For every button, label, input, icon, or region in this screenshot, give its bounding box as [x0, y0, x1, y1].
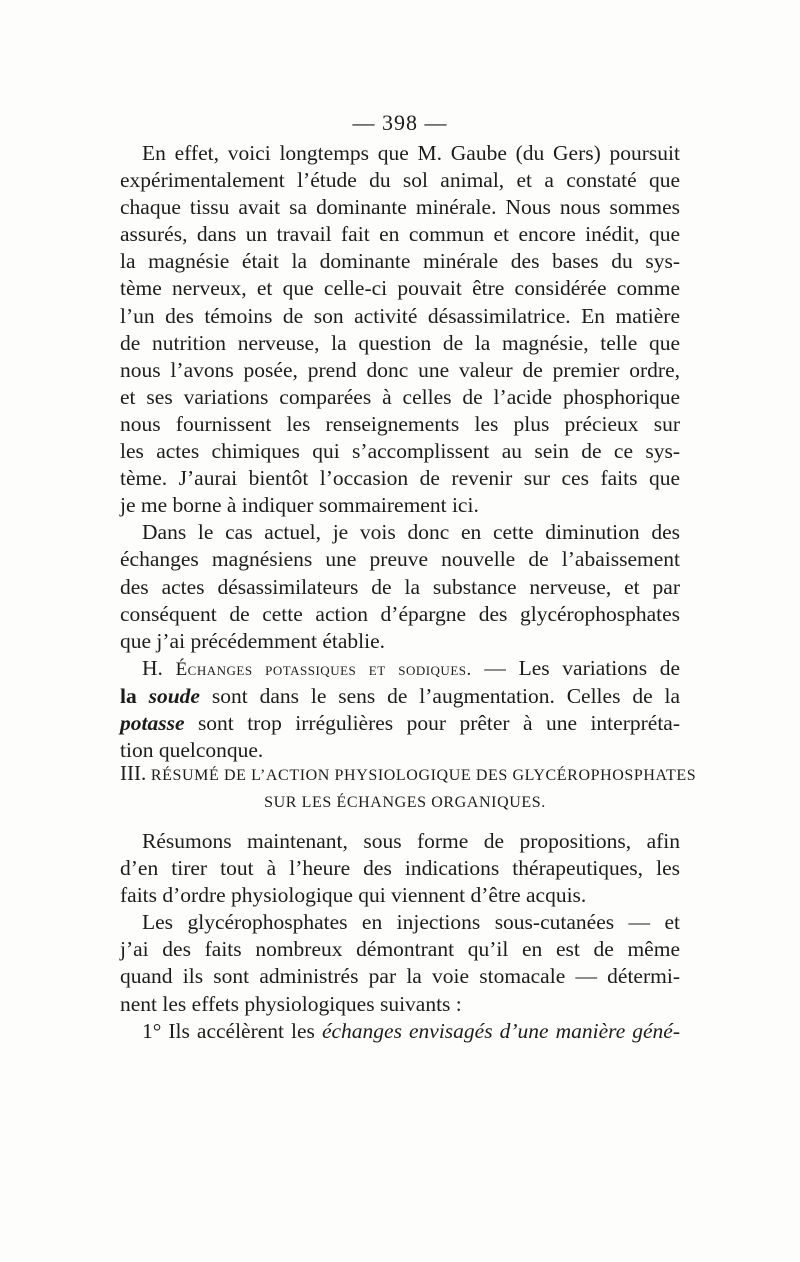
- italic-text: échanges envisagés d’une manière géné-: [321, 1018, 681, 1043]
- text-line: nous l’avons posée, prend donc une valeur de premier ordre,: [120, 357, 680, 382]
- text-line: échanges magnésiens une preuve nouvelle de l’abaissement: [120, 547, 680, 572]
- section-h-label: H.: [142, 655, 163, 680]
- paragraph-3: [120, 828, 680, 909]
- text-line: nous fournissent les renseignements les plus précieux sur: [120, 411, 680, 436]
- text-line: chaque tissu avait sa dominante minérale. Nous nous sommes: [120, 195, 680, 220]
- text-line: j’ai des faits nombreux démontrant qu’il en est de même: [120, 937, 680, 962]
- text-line: nent les effets physiologiques suivants :: [120, 991, 462, 1016]
- potasse-term: potasse: [120, 710, 185, 735]
- text-line: l’un des témoins de son activité désassimilatrice. En matière: [120, 303, 680, 328]
- text-line: [120, 1018, 680, 1045]
- text-line: d’en tirer tout à l’heure des indications thérapeutiques, les: [120, 856, 680, 881]
- text-line: tème. J’aurai bientôt l’occasion de revenir sur ces faits que: [120, 466, 680, 491]
- text-span: sont trop irrégulières pour prêter à une interpréta-: [197, 710, 680, 735]
- body-text-top: [120, 140, 680, 764]
- text-line: Résumons maintenant, sous forme de propositions, afin: [142, 829, 680, 853]
- paragraph-2: [120, 519, 680, 654]
- text-line: tion quelconque.: [120, 738, 264, 763]
- text-line: Dans le cas actuel, je vois donc en cette diminution des: [142, 520, 680, 545]
- text-line: de nutrition nerveuse, la question de la magnésie, telle que: [120, 330, 680, 355]
- text-line: [120, 655, 680, 683]
- text-line: faits d’ordre physiologique qui viennent d’être acquis.: [120, 883, 587, 908]
- text-line: quand ils sont administrés par la voie stomacale — détermi-: [120, 964, 680, 989]
- section-h-line1-rest: — Les variations de: [484, 655, 681, 680]
- heading-line: SUR LES ÉCHANGES ORGANIQUES.: [264, 794, 546, 811]
- body-text-bottom: [120, 828, 680, 1045]
- text-line: Les glycérophosphates en injections sous-cutanées — et: [142, 910, 680, 935]
- text-line: des actes désassimilateurs de la substance nerveuse, et par: [120, 574, 680, 599]
- section-h-title: Échanges potassiques et sodiques.: [175, 658, 472, 680]
- text-line: assurés, dans un travail fait en commun et encore inédit, que: [120, 222, 680, 247]
- paragraph-5: [120, 1018, 680, 1045]
- text-line: En effet, voici longtemps que M. Gaube (du Gers) poursuit: [142, 141, 680, 165]
- paragraph-section-h: [120, 655, 680, 764]
- text-span: 1° Ils accélèrent les: [142, 1018, 315, 1043]
- text-span: sont dans le sens de l’augmentation. Celles de la: [211, 683, 680, 708]
- text-line: tème nerveux, et que celle-ci pouvait être considérée comme: [120, 276, 680, 301]
- text-line: expérimentalement l’étude du sol animal, et a constaté que: [120, 168, 680, 193]
- paragraph-1: [120, 140, 680, 519]
- text-line: que j’ai précédemment établie.: [120, 628, 386, 653]
- heading-text: RÉSUMÉ DE L’ACTION PHYSIOLOGIQUE DES GLYCÉROPHOSPHATES: [150, 767, 697, 784]
- text-line: [120, 710, 680, 737]
- text-line: [120, 683, 680, 710]
- heading-line: [120, 760, 697, 789]
- text-line: je me borne à indiquer sommairement ici.: [120, 493, 479, 518]
- text-line: les actes chimiques qui s’accomplissent au sein de ce sys-: [120, 439, 680, 464]
- paragraph-4: [120, 909, 680, 1017]
- text-line: et ses variations comparées à celles de l’acide phosphorique: [120, 384, 680, 409]
- page-number: — 398 —: [352, 110, 448, 135]
- text-line: conséquent de cette action d’épargne des glycérophosphates: [120, 601, 680, 626]
- text-word: la: [120, 683, 137, 708]
- section-numeral: III.: [120, 761, 147, 785]
- soude-term: soude: [148, 683, 200, 708]
- section-iii-heading: [120, 760, 697, 817]
- text-line: la magnésie était la dominante minérale des bases du sys-: [120, 249, 680, 274]
